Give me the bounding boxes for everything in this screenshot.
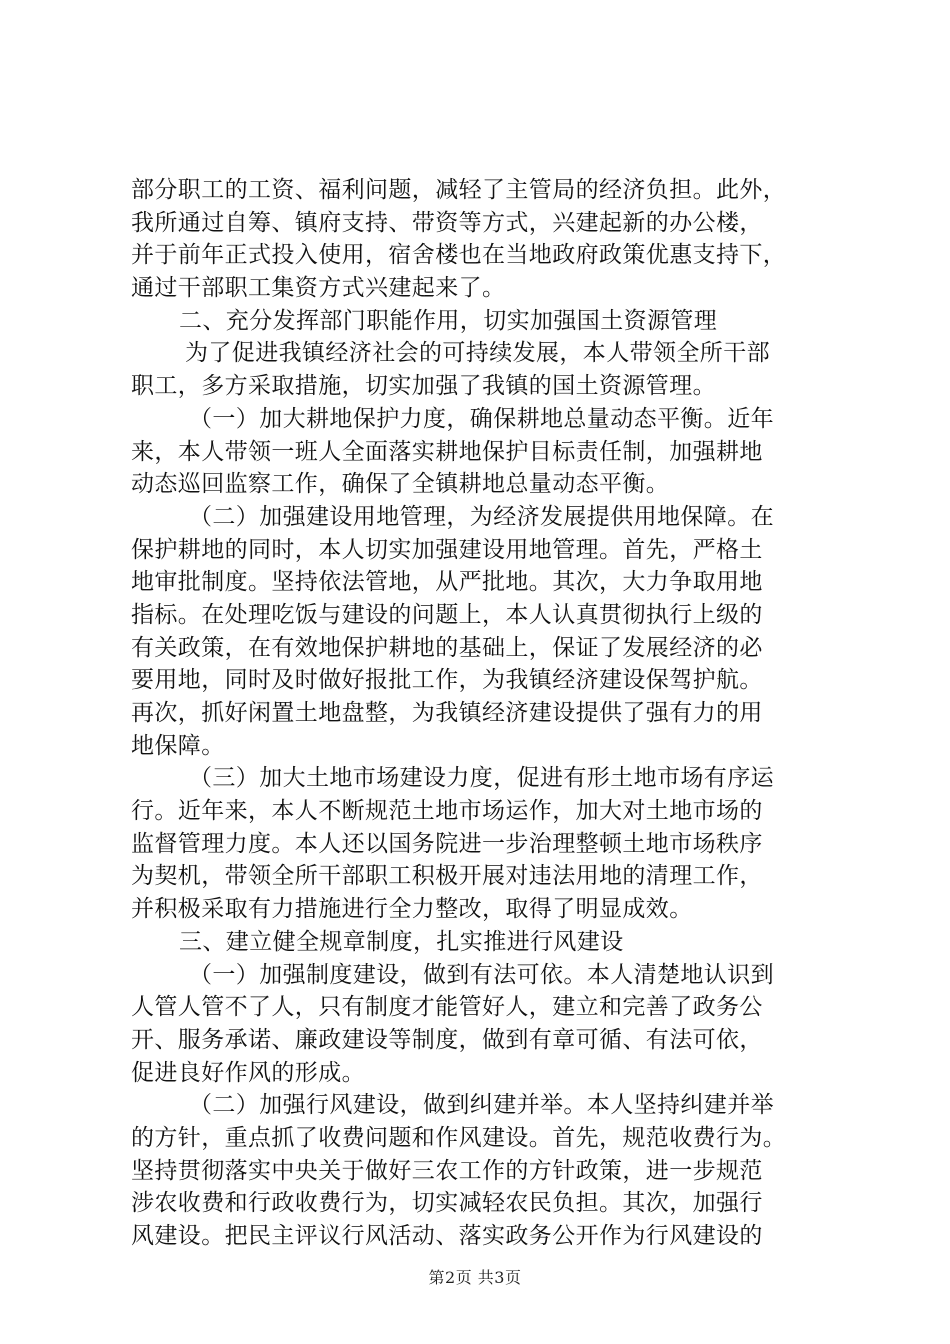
subsection-line: （二）加强行风建设，做到纠建并举。本人坚持纠建并举	[189, 1092, 774, 1119]
text-line: 开、服务承诺、廉政建设等制度，做到有章可循、有法可依，	[131, 1026, 763, 1053]
subsection-line: （二）加强建设用地管理，为经济发展提供用地保障。在	[189, 503, 774, 530]
text-line: 动态巡回监察工作，确保了全镇耕地总量动态平衡。	[131, 471, 670, 498]
text-line: 职工，多方采取措施，切实加强了我镇的国土资源管理。	[131, 373, 716, 400]
text-line: 涉农收费和行政收费行为，切实减轻农民负担。其次，加强行	[131, 1190, 763, 1217]
text-line: 为了促进我镇经济社会的可持续发展，本人带领全所干部	[185, 340, 770, 367]
text-line: 监督管理力度。本人还以国务院进一步治理整顿土地市场秩序	[131, 830, 763, 857]
text-line: 的方针，重点抓了收费问题和作风建设。首先，规范收费行为。	[131, 1124, 787, 1151]
section-heading: 三、建立健全规章制度，扎实推进行风建设	[179, 928, 624, 955]
body-text	[131, 174, 831, 1253]
text-line: 风建设。把民主评议行风活动、落实政务公开作为行风建设的	[131, 1223, 763, 1249]
text-line: 指标。在处理吃饭与建设的问题上，本人认真贯彻执行上级的	[131, 601, 763, 628]
subsection-line: （一）加强制度建设，做到有法可依。本人清楚地认识到	[189, 961, 774, 988]
text-line: 促进良好作风的形成。	[131, 1059, 365, 1086]
text-line: 人管人管不了人，只有制度才能管好人，建立和完善了政务公	[131, 994, 763, 1021]
section-heading: 二、充分发挥部门职能作用，切实加强国土资源管理	[179, 307, 718, 334]
text-line: 有关政策，在有效地保护耕地的基础上，保证了发展经济的必	[131, 634, 763, 661]
text-line: 行。近年来，本人不断规范土地市场运作，加大对土地市场的	[131, 798, 763, 825]
text-line: 再次，抓好闲置土地盘整，为我镇经济建设提供了强有力的用	[131, 700, 763, 726]
subsection-line: （三）加大土地市场建设力度，促进有形土地市场有序运	[189, 765, 774, 792]
text-line: 地审批制度。坚持依法管地，从严批地。其次，大力争取用地	[131, 569, 763, 596]
page-number-footer: 第2页 共3页	[428, 1268, 522, 1287]
text-line: 通过干部职工集资方式兴建起来了。	[131, 275, 506, 302]
subsection-line: （一）加大耕地保护力度，确保耕地总量动态平衡。近年	[189, 405, 774, 432]
text-line: 我所通过自筹、镇府支持、带资等方式，兴建起新的办公楼，	[131, 209, 763, 236]
text-line: 坚持贯彻落实中央关于做好三农工作的方针政策，进一步规范	[131, 1157, 763, 1184]
text-line: 要用地，同时及时做好报批工作，为我镇经济建设保驾护航。	[131, 667, 763, 694]
text-line: 为契机，带领全所干部职工积极开展对违法用地的清理工作，	[131, 863, 763, 890]
text-line: 地保障。	[131, 732, 225, 759]
text-line: 来，本人带领一班人全面落实耕地保护目标责任制，加强耕地	[131, 438, 763, 465]
text-line: 并于前年正式投入使用，宿舍楼也在当地政府政策优惠支持下，	[131, 242, 787, 269]
text-line: 部分职工的工资、福利问题，减轻了主管局的经济负担。此外，	[131, 177, 787, 203]
text-line: 并积极采取有力措施进行全力整改，取得了明显成效。	[131, 896, 693, 923]
text-line: 保护耕地的同时，本人切实加强建设用地管理。首先，严格土	[131, 536, 763, 563]
